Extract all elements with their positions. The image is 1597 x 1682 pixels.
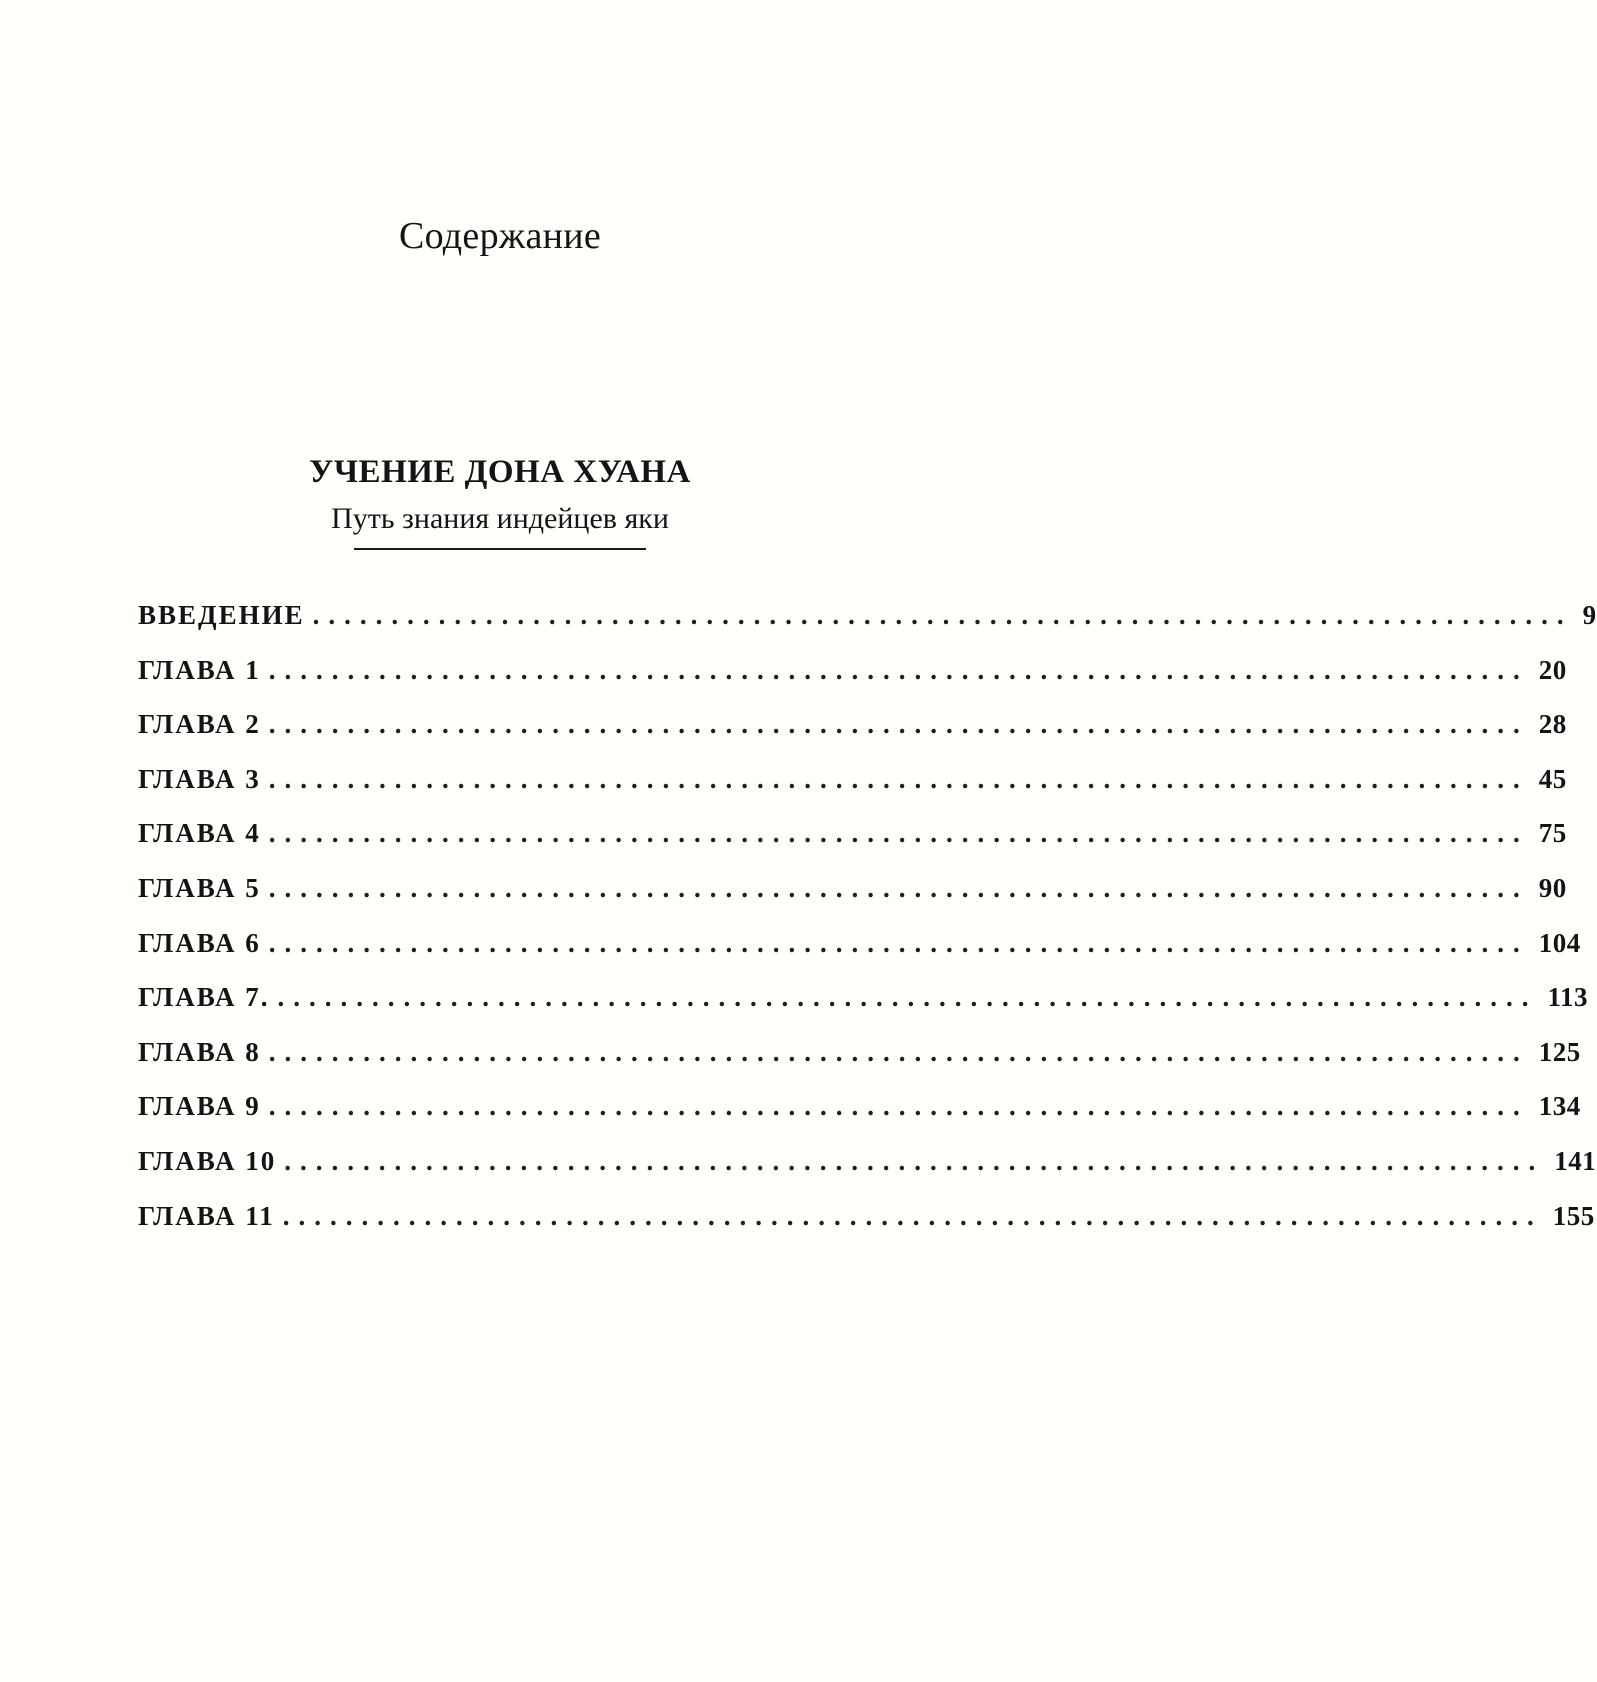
table-of-contents (138, 600, 1597, 1255)
toc-leader-dots: ................................................................................ (268, 927, 1529, 958)
toc-leader-dots: ................................................................................ (312, 600, 1573, 630)
toc-entry-label: ГЛАВА 3 (138, 763, 261, 794)
toc-entry-label: ВВЕДЕНИЕ (138, 600, 305, 630)
toc-leader-dots: ................................................................................ (282, 1200, 1543, 1231)
toc-entry[interactable] (138, 654, 1567, 710)
toc-leader-dots: ................................................................................ (284, 1145, 1545, 1176)
toc-entry-page: 45 (1538, 763, 1567, 794)
toc-leader-dots: ................................................................................ (268, 872, 1529, 903)
toc-entry-page: 155 (1552, 1200, 1595, 1231)
toc-entry-page: 20 (1538, 654, 1567, 685)
toc-entry-page: 9 (1582, 600, 1597, 630)
toc-entry[interactable] (138, 1145, 1597, 1201)
toc-leader-dots: ................................................................................ (277, 982, 1538, 1013)
toc-leader-dots: ................................................................................ (268, 1091, 1529, 1122)
toc-entry-page: 134 (1538, 1091, 1581, 1122)
toc-entry-label: ГЛАВА 11 (138, 1200, 275, 1231)
toc-entry-label: ГЛАВА 5 (138, 872, 261, 903)
toc-entry-page: 90 (1538, 872, 1567, 903)
toc-leader-dots: ................................................................................ (268, 763, 1529, 794)
toc-entry[interactable] (138, 1200, 1595, 1256)
toc-entry-page: 141 (1554, 1145, 1597, 1176)
book-title: УЧЕНИЕ ДОНА ХУАНА (309, 454, 691, 490)
page-title: Содержание (398, 215, 602, 257)
toc-entry[interactable] (138, 1091, 1581, 1146)
toc-entry-label: ГЛАВА 4 (138, 818, 261, 849)
toc-leader-dots: ................................................................................ (268, 709, 1529, 740)
toc-entry-label: ГЛАВА 9 (138, 1091, 261, 1122)
toc-entry-page: 104 (1538, 927, 1581, 958)
toc-entry[interactable] (138, 1036, 1581, 1092)
toc-entry[interactable] (138, 982, 1589, 1037)
toc-entry[interactable] (138, 600, 1597, 655)
toc-entry[interactable] (138, 709, 1567, 764)
toc-entry-label: ГЛАВА 7. (138, 982, 270, 1013)
toc-leader-dots: ................................................................................ (268, 818, 1529, 849)
toc-entry-page: 75 (1538, 818, 1567, 849)
toc-entry-label: ГЛАВА 1 (138, 654, 261, 685)
toc-leader-dots: ................................................................................ (268, 1036, 1529, 1067)
toc-entry[interactable] (138, 818, 1567, 873)
toc-entry-label: ГЛАВА 6 (138, 927, 261, 958)
toc-entry-label: ГЛАВА 8 (138, 1036, 261, 1067)
toc-entry[interactable] (138, 927, 1581, 983)
toc-entry-page: 28 (1538, 709, 1567, 740)
toc-entry-page: 113 (1547, 982, 1589, 1013)
toc-entry-label: ГЛАВА 2 (138, 709, 261, 740)
toc-leader-dots: ................................................................................ (268, 654, 1529, 685)
toc-entry[interactable] (138, 763, 1567, 819)
book-subtitle: Путь знания индейцев яки (331, 502, 669, 535)
toc-entry[interactable] (138, 872, 1567, 928)
title-underline (354, 548, 646, 550)
toc-entry-page: 125 (1538, 1036, 1581, 1067)
toc-entry-label: ГЛАВА 10 (138, 1145, 277, 1176)
